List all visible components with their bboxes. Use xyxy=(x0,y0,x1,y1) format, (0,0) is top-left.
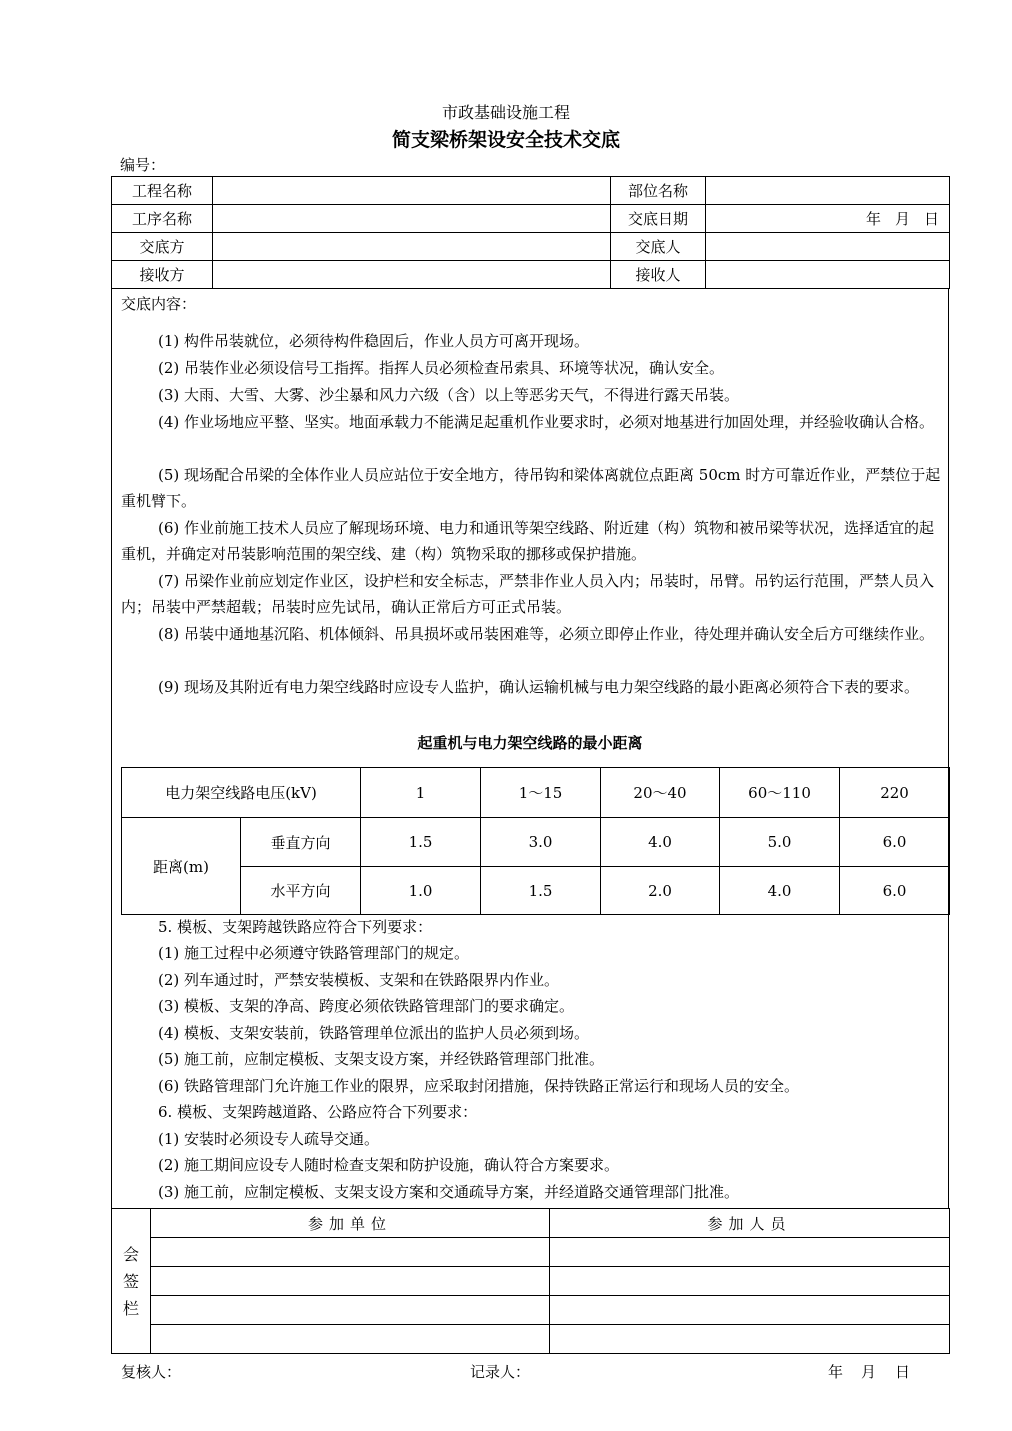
table-row xyxy=(112,261,950,289)
horizontal-label: 水平方向 xyxy=(241,867,361,915)
briefer-party-field[interactable] xyxy=(213,233,611,261)
unit-header: 参加单位 xyxy=(151,1209,550,1238)
voltage-label: 电力架空线路电压(kV) xyxy=(122,768,361,818)
voltage-value: 1～15 xyxy=(481,768,601,818)
section6-item: (2) 施工期间应设专人随时检查支架和防护设施，确认符合方案要求。 xyxy=(158,1156,620,1174)
table-row xyxy=(112,1296,950,1325)
distance-table xyxy=(121,767,950,915)
person-field[interactable] xyxy=(550,1296,950,1325)
receiver-party-field[interactable] xyxy=(213,261,611,289)
unit-field[interactable] xyxy=(151,1238,550,1267)
section6-item: (3) 施工前，应制定模板、支架支设方案和交通疏导方案，并经道路交通管理部门批准。 xyxy=(158,1183,740,1201)
vertical-value: 4.0 xyxy=(601,818,720,867)
horizontal-value: 1.0 xyxy=(361,867,481,915)
receiver-party-label: 接收方 xyxy=(112,261,213,289)
sign-table xyxy=(111,1208,950,1354)
content-item-7: (7) 吊梁作业前应划定作业区，设护栏和安全标志，严禁非作业人员入内；吊装时，吊臂。吊钓运行范围，严禁人员入内；吊装中严禁超载；吊装时应先试吊，确认正常后方可正式吊装。 xyxy=(121,572,935,616)
unit-field[interactable] xyxy=(151,1267,550,1296)
part-name-field[interactable] xyxy=(706,177,950,205)
table-row xyxy=(122,768,950,818)
sign-column-label xyxy=(112,1209,151,1354)
distance-label: 距离(m) xyxy=(122,818,241,915)
footer-day: 日 xyxy=(895,1363,911,1381)
unit-field[interactable] xyxy=(151,1325,550,1354)
horizontal-value: 1.5 xyxy=(481,867,601,915)
briefer-field[interactable] xyxy=(706,233,950,261)
section5-item: (1) 施工过程中必须遵守铁路管理部门的规定。 xyxy=(158,944,470,962)
vertical-value: 3.0 xyxy=(481,818,601,867)
content-item-9: (9) 现场及其附近有电力架空线路时应设专人监护，确认运输机械与电力架空线路的最小距离必须符合下表的要求。 xyxy=(158,678,920,696)
content-item-3: (3) 大雨、大雪、大雾、沙尘暴和风力六级（含）以上等恶劣天气，不得进行露天吊装。 xyxy=(158,386,740,404)
table-row xyxy=(112,205,950,233)
voltage-value: 220 xyxy=(840,768,950,818)
horizontal-value: 4.0 xyxy=(720,867,840,915)
part-name-label: 部位名称 xyxy=(611,177,706,205)
section6-heading: 6. 模板、支架跨越道路、公路应符合下列要求： xyxy=(158,1103,478,1121)
content-item-6: (6) 作业前施工技术人员应了解现场环境、电力和通讯等架空线路、附近建（构）筑物和被吊梁等状况，选择适宜的起重机，并确定对吊装影响范围的架空线、建（构）筑物采取的挪移或保护措施。 xyxy=(121,519,935,563)
vertical-value: 6.0 xyxy=(840,818,950,867)
vertical-value: 1.5 xyxy=(361,818,481,867)
person-header: 参加人员 xyxy=(550,1209,950,1238)
date-field[interactable] xyxy=(706,205,950,233)
section5-heading: 5. 模板、支架跨越铁路应符合下列要求： xyxy=(158,918,433,936)
doc-title: 简支梁桥架设安全技术交底 xyxy=(391,129,620,151)
horizontal-value: 2.0 xyxy=(601,867,720,915)
section5-item: (3) 模板、支架的净高、跨度必须依铁路管理部门的要求确定。 xyxy=(158,997,575,1015)
unit-field[interactable] xyxy=(151,1296,550,1325)
table-row xyxy=(112,177,950,205)
table-row xyxy=(122,867,950,915)
project-name-field[interactable] xyxy=(213,177,611,205)
date-label: 交底日期 xyxy=(611,205,706,233)
section5-item: (4) 模板、支架安装前，铁路管理单位派出的监护人员必须到场。 xyxy=(158,1024,590,1042)
table-row xyxy=(112,1267,950,1296)
briefer-label: 交底人 xyxy=(611,233,706,261)
table-row xyxy=(112,1325,950,1354)
horizontal-value: 6.0 xyxy=(840,867,950,915)
briefer-party-label: 交底方 xyxy=(112,233,213,261)
voltage-value: 20～40 xyxy=(601,768,720,818)
vertical-value: 5.0 xyxy=(720,818,840,867)
process-name-field[interactable] xyxy=(213,205,611,233)
vertical-label: 垂直方向 xyxy=(241,818,361,867)
content-item-2: (2) 吊装作业必须设信号工指挥。指挥人员必须检查吊索具、环境等状况，确认安全。 xyxy=(158,359,725,377)
project-name-label: 工程名称 xyxy=(112,177,213,205)
person-field[interactable] xyxy=(550,1238,950,1267)
table-row xyxy=(122,818,950,867)
sign-label-char: 签 xyxy=(122,1271,139,1291)
footer-year: 年 xyxy=(828,1363,844,1381)
date-year: 年 xyxy=(865,210,881,228)
section5-item: (2) 列车通过时，严禁安装模板、支架和在铁路限界内作业。 xyxy=(158,971,560,989)
date-month: 月 xyxy=(894,210,910,228)
person-field[interactable] xyxy=(550,1325,950,1354)
section5-item: (5) 施工前，应制定模板、支架支设方案，并经铁路管理部门批准。 xyxy=(158,1050,605,1068)
date-day: 日 xyxy=(923,210,939,228)
table-row xyxy=(112,1209,950,1238)
reviewer-label: 复核人： xyxy=(121,1363,182,1381)
table-row xyxy=(112,233,950,261)
content-item-8: (8) 吊装中通地基沉陷、机体倾斜、吊具损坏或吊装困难等，必须立即停止作业，待处理并确认安全后方可继续作业。 xyxy=(158,625,935,643)
content-item-4: (4) 作业场地应平整、坚实。地面承载力不能满足起重机作业要求时，必须对地基进行加固处理，并经验收确认合格。 xyxy=(158,413,935,431)
content-item-5: (5) 现场配合吊梁的全体作业人员应站位于安全地方，待吊钩和梁体离就位点距离 50cm 时方可靠近作业，严禁位于起重机臂下。 xyxy=(121,466,941,510)
voltage-value: 1 xyxy=(361,768,481,818)
receiver-label: 接收人 xyxy=(611,261,706,289)
info-table xyxy=(111,176,950,289)
sign-label-char: 栏 xyxy=(122,1298,139,1318)
table-row xyxy=(112,1238,950,1267)
content-label: 交底内容： xyxy=(121,295,197,313)
serial-number-label: 编号： xyxy=(120,156,166,174)
process-name-label: 工序名称 xyxy=(112,205,213,233)
section6-item: (1) 安装时必须设专人疏导交通。 xyxy=(158,1130,380,1148)
recorder-label: 记录人： xyxy=(470,1363,531,1381)
voltage-value: 60～110 xyxy=(720,768,840,818)
section5-item: (6) 铁路管理部门允许施工作业的限界，应采取封闭措施，保持铁路正常运行和现场人员的安全。 xyxy=(158,1077,800,1095)
footer-month: 月 xyxy=(861,1363,877,1381)
distance-table-title: 起重机与电力架空线路的最小距离 xyxy=(417,734,643,752)
doc-subtitle: 市政基础设施工程 xyxy=(441,103,570,122)
sign-label-char: 会 xyxy=(122,1244,139,1264)
content-item-1: (1) 构件吊装就位，必须待构件稳固后，作业人员方可离开现场。 xyxy=(158,332,590,350)
person-field[interactable] xyxy=(550,1267,950,1296)
receiver-field[interactable] xyxy=(706,261,950,289)
